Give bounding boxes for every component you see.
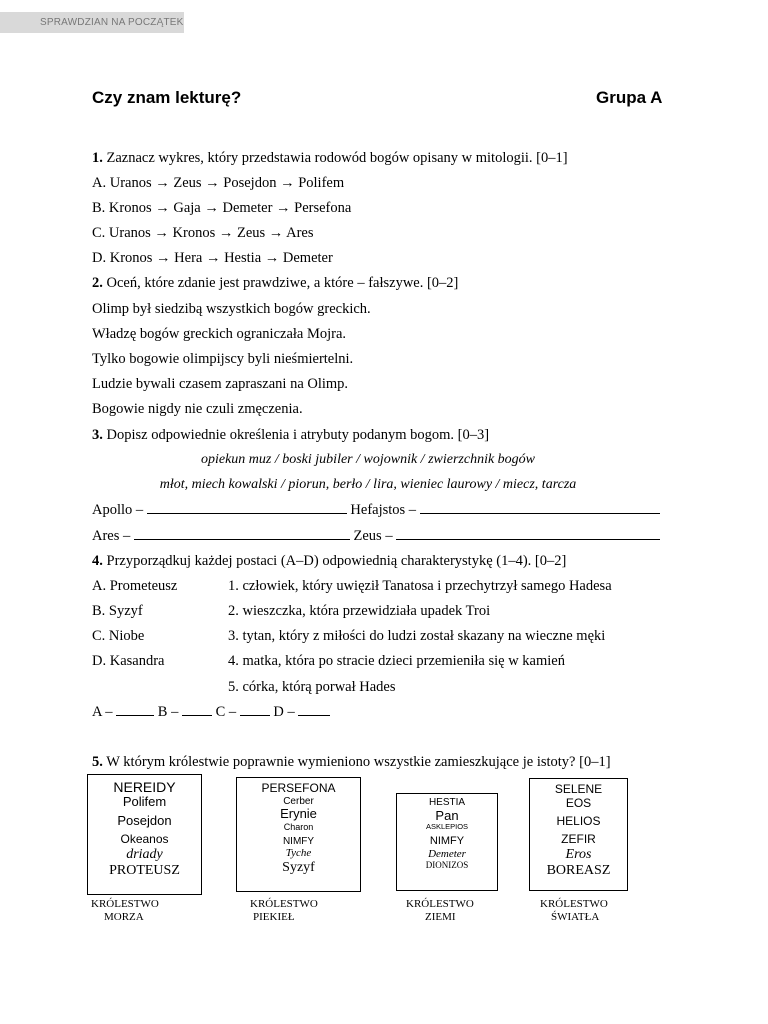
question-3 — [92, 426, 489, 444]
answer-a-blank[interactable] — [116, 703, 154, 716]
apollo-answer-blank[interactable] — [147, 501, 347, 514]
box-item: Charon — [283, 822, 314, 833]
question-number: 1. — [92, 150, 103, 166]
q2-statement: Bogowie nigdy nie czuli zmęczenia. — [92, 401, 303, 417]
caption-light-1: KRÓLESTWO — [540, 898, 608, 910]
box-item: Posejdon — [117, 813, 172, 829]
q4-trait: 4. matka, która po stracie dzieci przemieniła się w kamień — [228, 653, 565, 669]
q1-option-b[interactable]: B. Kronos → Gaja → Demeter → Persefona — [92, 200, 352, 216]
box-item: Erynie — [280, 806, 317, 822]
box-item: Demeter — [428, 847, 466, 860]
box-item: Syzyf — [282, 859, 315, 875]
q4-answers — [92, 703, 330, 721]
q3-row-2 — [92, 527, 660, 545]
q3-row-1 — [92, 501, 660, 519]
box-item: HESTIA — [428, 797, 466, 808]
caption-light-2: ŚWIATŁA — [551, 911, 600, 923]
ares-label: Ares – — [92, 528, 131, 544]
q1-option-c[interactable]: C. Uranos → Kronos → Zeus → Ares — [92, 225, 314, 241]
caption-underworld-2: PIEKIEŁ — [253, 911, 295, 923]
q4-trait: 1. człowiek, który uwięził Tanatosa i przechytrzył samego Hadesa — [228, 578, 612, 594]
question-number: 2. — [92, 275, 103, 291]
box-item: Cerber — [283, 795, 314, 807]
question-number: 3. — [92, 427, 103, 443]
q3-terms-2: młot, miech kowalski / piorun, berło / lira, wieniec laurowy / miecz, tarcza — [159, 477, 577, 492]
box-item: Polifem — [122, 794, 167, 810]
box-item: Pan — [435, 807, 459, 823]
box-item: NIMFY — [429, 835, 465, 848]
question-number: 5. — [92, 754, 103, 770]
answer-d-blank[interactable] — [298, 703, 330, 716]
apollo-label: Apollo – — [92, 502, 144, 518]
answer-c-label: C – — [215, 704, 237, 720]
q4-person: C. Niobe — [92, 628, 145, 644]
box-item: NEREIDY — [113, 779, 176, 795]
q2-statement: Tylko bogowie olimpijscy byli nieśmiertelni. — [92, 351, 354, 367]
q4-trait: 3. tytan, który z miłości do ludzi został skazany na wieczne męki — [228, 628, 606, 644]
hefajstos-answer-blank[interactable] — [420, 501, 660, 514]
group-label: Grupa A — [596, 88, 663, 107]
box-item: PERSEFONA — [261, 781, 336, 795]
question-text: Zaznacz wykres, który przedstawia rodowód bogów opisany w mitologii. [0–1] — [106, 150, 568, 166]
caption-sea-2: MORZA — [104, 911, 144, 923]
ares-answer-blank[interactable] — [134, 527, 350, 540]
question-text: Oceń, które zdanie jest prawdziwe, a które – fałszywe. [0–2] — [106, 275, 459, 291]
box-item: ASKLEPIOS — [425, 822, 469, 832]
box-item: NIMFY — [282, 835, 315, 847]
question-text: Dopisz odpowiednie określenia i atrybuty podanym bogom. [0–3] — [106, 427, 490, 443]
question-1 — [92, 149, 568, 167]
box-item: Okeanos — [120, 831, 169, 846]
answer-c-blank[interactable] — [240, 703, 270, 716]
box-item: PROTEUSZ — [109, 862, 180, 878]
q4-person: A. Prometeusz — [92, 578, 178, 594]
answer-b-blank[interactable] — [182, 703, 212, 716]
header-tag: SPRAWDZIAN NA POCZĄTEK — [0, 12, 184, 33]
q2-statement: Ludzie bywali czasem zapraszani na Olimp. — [92, 376, 349, 392]
caption-underworld-1: KRÓLESTWO — [250, 898, 318, 910]
question-4 — [92, 552, 566, 570]
q4-trait: 2. wieszczka, która przewidziała upadek Troi — [228, 603, 491, 619]
box-item: SELENE — [554, 782, 603, 796]
caption-earth-2: ZIEMI — [425, 911, 456, 923]
box-item: DIONIZOS — [425, 860, 469, 871]
box-item: EOS — [565, 795, 592, 810]
question-text: W którym królestwie poprawnie wymieniono wszystkie zamieszkujące je istoty? [0–1] — [106, 754, 611, 770]
q4-trait: 5. córka, którą porwał Hades — [228, 679, 396, 695]
box-item: HELIOS — [556, 813, 601, 828]
q4-person: B. Syzyf — [92, 603, 143, 619]
q1-option-a[interactable]: A. Uranos → Zeus → Posejdon → Polifem — [92, 175, 345, 191]
box-item: ZEFIR — [561, 832, 596, 847]
q4-person: D. Kasandra — [92, 653, 165, 669]
kingdom-box-underworld[interactable] — [236, 777, 361, 892]
caption-sea-1: KRÓLESTWO — [91, 898, 159, 910]
q2-statement: Olimp był siedzibą wszystkich bogów greckich. — [92, 301, 371, 317]
box-item: BOREASZ — [546, 863, 611, 879]
page-title: Czy znam lekturę? — [92, 88, 242, 107]
caption-earth-1: KRÓLESTWO — [406, 898, 474, 910]
kingdom-box-earth[interactable] — [396, 793, 498, 891]
question-number: 4. — [92, 553, 103, 569]
box-item: driady — [126, 846, 163, 862]
q2-statement: Władzę bogów greckich ograniczała Mojra. — [92, 326, 347, 342]
zeus-answer-blank[interactable] — [396, 527, 660, 540]
zeus-label: Zeus – — [353, 528, 393, 544]
answer-a-label: A – — [92, 704, 113, 720]
answer-d-label: D – — [273, 704, 295, 720]
kingdom-box-light[interactable] — [529, 778, 628, 891]
q3-terms-1: opiekun muz / boski jubiler / wojownik / zwierzchnik bogów — [200, 452, 536, 467]
kingdom-box-sea[interactable] — [87, 774, 202, 895]
box-item: Eros — [565, 847, 592, 863]
question-text: Przyporządkuj każdej postaci (A–D) odpowiednią charakterystykę (1–4). [0–2] — [106, 553, 567, 569]
question-2 — [92, 274, 458, 292]
hefajstos-label: Hefajstos – — [350, 502, 417, 518]
answer-b-label: B – — [157, 704, 179, 720]
question-5 — [92, 753, 611, 771]
q1-option-d[interactable]: D. Kronos → Hera → Hestia → Demeter — [92, 250, 333, 266]
box-item: Tyche — [285, 847, 312, 860]
